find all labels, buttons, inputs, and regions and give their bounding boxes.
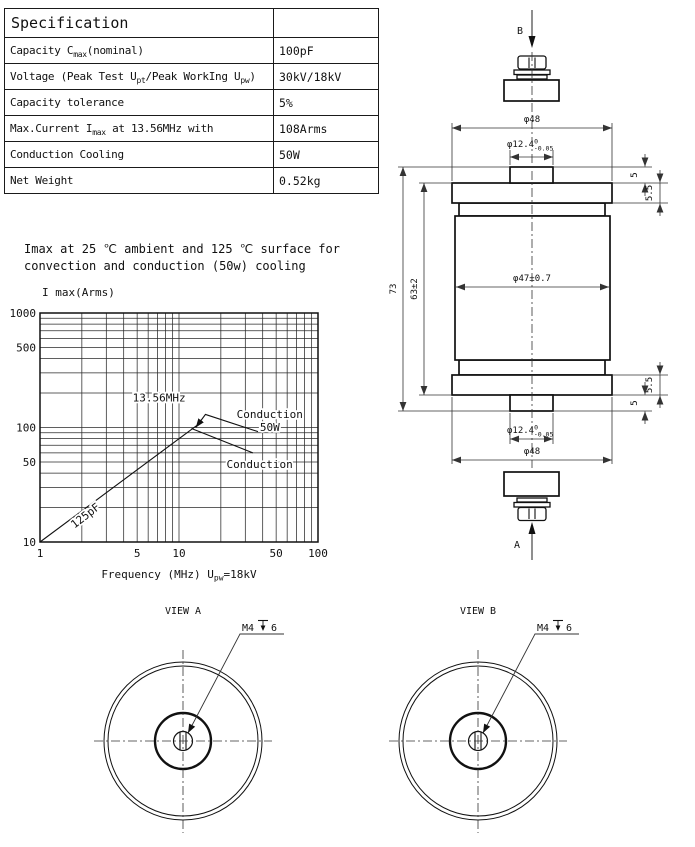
dim-63 <box>410 183 452 395</box>
chart-annotation: 13.56MHz <box>132 391 186 405</box>
spec-header-empty-cell <box>274 9 379 38</box>
chart-y-tick: 10 <box>22 536 36 549</box>
chart-x-axis-label: Frequency (MHz) $U_{pw}=18kV$ <box>101 568 257 583</box>
table-row <box>5 38 379 64</box>
boss-top <box>510 167 553 183</box>
spec-value-tolerance: 5% <box>274 90 379 116</box>
table-row <box>5 90 379 116</box>
spec-value-voltage: 30kV/18kV <box>274 64 379 90</box>
chart-title-line1: Imax at 25 ℃ ambient and 125 ℃ surface for <box>24 242 340 256</box>
spec-label-net-weight: Net Weight <box>5 168 274 194</box>
chart-x-tick: 100 <box>308 547 328 560</box>
table-row <box>5 64 379 90</box>
chart-series-125pf <box>40 425 197 542</box>
depth-symbol-icon <box>553 621 563 632</box>
view-a <box>94 606 284 833</box>
spec-label-max-current: Max.Current $I_{max}$ at 13.56MHz with <box>5 116 274 142</box>
chart-x-tick: 50 <box>269 547 283 560</box>
spec-label-conduction-cooling: Conduction Cooling <box>5 142 274 168</box>
thread-size-label: M4 <box>242 623 255 634</box>
dim-text-55-top: 5.5 <box>645 184 655 202</box>
spec-value-net-weight: 0.52kg <box>274 168 379 194</box>
thread-depth-label: 6 <box>566 623 573 634</box>
depth-symbol-icon <box>258 621 268 632</box>
screw-assembly-bottom <box>504 472 559 521</box>
capacitor-front-view <box>389 5 695 590</box>
spec-label-voltage: Voltage (Peak Test $U_{pt}$/Peak WorkIng $U_{pw}$) <box>5 64 274 90</box>
dim-text-55-bottom: 5.5 <box>645 376 655 394</box>
table-row <box>5 168 379 194</box>
chart-annotation: 125pF <box>68 500 103 532</box>
thread-size-label: M4 <box>537 623 550 634</box>
thread-leader-line <box>483 634 579 733</box>
boss-bottom <box>510 395 553 411</box>
dim-55-top <box>612 170 668 216</box>
table-row <box>5 142 379 168</box>
spec-value-conduction-cooling: 50W <box>274 142 379 168</box>
section-arrow-a-head <box>529 522 536 534</box>
terminal-stud-bottom <box>504 472 559 496</box>
dim-text-63: 63±2 <box>410 278 420 300</box>
chart-annotation: Conduction <box>226 458 293 472</box>
section-arrow-b <box>517 10 536 48</box>
chart-y-tick: 500 <box>16 341 36 355</box>
section-letter-a: A <box>514 540 521 551</box>
dim-text-5-top: 5 <box>630 172 640 178</box>
screw-assembly-top <box>504 56 559 101</box>
spec-table <box>4 8 379 194</box>
dim-phi12-top <box>507 138 553 166</box>
section-letter-b: B <box>517 26 524 37</box>
chart-y-tick: 1000 <box>9 307 36 320</box>
terminal-stud-top <box>504 80 559 101</box>
spec-table-title: Specification <box>5 9 274 38</box>
dim-text-phi47: φ47±0.7 <box>513 274 551 284</box>
spec-value-max-current: 108Arms <box>274 116 379 142</box>
chart-y-axis-label: I max(Arms) <box>42 286 115 299</box>
chart-y-tick: 50 <box>22 455 36 469</box>
imax-frequency-chart <box>0 235 360 593</box>
dim-phi12-bottom <box>507 413 553 444</box>
thread-depth-label: 6 <box>271 623 278 634</box>
view-a-label: VIEW A <box>164 606 202 617</box>
section-arrow-b-head <box>529 36 536 48</box>
chart-plot-area <box>10 307 328 560</box>
ceramic-body <box>455 216 610 360</box>
chart-x-tick: 5 <box>133 547 141 560</box>
section-arrow-a <box>514 522 536 560</box>
dim-55-bottom <box>612 362 668 408</box>
dim-text-phi12-top: φ12.4$^0$ -0.05 <box>507 137 554 153</box>
dim-text-phi12-bottom: φ12.4$^0$ -0.05 <box>507 423 554 439</box>
thread-leader-line <box>188 634 284 733</box>
table-row <box>5 116 379 142</box>
spec-label-capacity: Capacity $C_{max}(nominal)$ <box>5 38 274 64</box>
chart-y-tick: 100 <box>16 421 36 435</box>
spec-value-capacity: 100pF <box>274 38 379 64</box>
view-b <box>389 606 579 833</box>
dim-text-phi48-top: φ48 <box>523 115 541 125</box>
dim-text-phi48-bottom: φ48 <box>523 447 541 457</box>
end-views <box>0 595 695 847</box>
dim-text-73: 73 <box>389 283 399 295</box>
washer-bottom <box>514 503 550 508</box>
spec-label-tolerance: Capacity tolerance <box>5 90 274 116</box>
chart-x-tick: 1 <box>36 547 44 560</box>
view-b-label: VIEW B <box>459 606 497 617</box>
screw-head-bottom <box>518 508 546 521</box>
spring-washer-bottom <box>517 498 547 502</box>
chart-series-conduction <box>191 429 252 453</box>
capacitor-body <box>452 167 612 411</box>
chart-x-tick: 10 <box>172 547 186 560</box>
dim-text-5-bottom: 5 <box>630 400 640 406</box>
spec-header-row <box>5 9 379 38</box>
chart-title-line2: convection and conduction (50w) cooling <box>24 259 306 273</box>
chart-annotation: Conduction 50W <box>236 407 303 434</box>
